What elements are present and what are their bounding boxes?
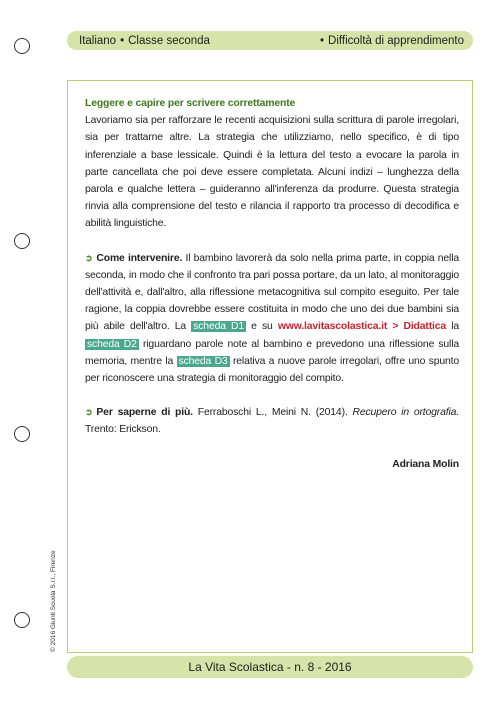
header-subject: Italiano • Classe seconda (79, 34, 210, 47)
copyright-note: © 2016 Giunti Scuola S.r.l., Firenze (50, 550, 57, 652)
arrow-bullet-icon: ➲ (85, 407, 93, 418)
paragraph-method: ➲ Come intervenire. Il bambino lavorerà da solo nella prima parte, in coppia nella seconda, in modo che il confronto tra pari possa portare, da un lato, al monitoraggio dell'attività e, dall'altro, alla riflessione metacognitiva sul compito eseguito. Per tale ragione, la coppia dovrebbe essere costituita in modo che uno dei due bambini sia più abile dell'altro. La scheda D1 e su www.lavitascolastica.it > Didattica la scheda D2 riguardano parole note al bambino e prevedono una riflessione sulla memoria, mentre la scheda D3 relativa a nuove parole irregolari, offre uno spunto per riconoscere una strategia di monitoraggio del compito. (85, 252, 459, 385)
tag-scheda-d1: scheda D1 (193, 321, 244, 333)
article-content (85, 95, 459, 473)
tag-scheda-d2: scheda D2 (87, 338, 137, 350)
binder-hole (14, 612, 30, 628)
binder-hole (14, 38, 30, 54)
author-name: Adriana Molin (392, 458, 459, 470)
header-section: • Difficoltà di apprendimento (320, 34, 464, 47)
paragraph-reference: ➲ Per saperne di più. Ferraboschi L., Meini N. (2014). Recupero in ortografia. Trento: Erickson. (85, 407, 460, 436)
book-title: Recupero in ortografia. (352, 407, 460, 419)
header-bar (67, 31, 473, 50)
tag-scheda-d3: scheda D3 (178, 355, 228, 367)
binder-hole (14, 233, 30, 249)
footer-bar (67, 656, 473, 678)
footer-text: La Vita Scolastica - n. 8 - 2016 (188, 660, 352, 674)
paragraph-intro: Leggere e capire per scrivere correttamente Lavoriamo sia per rafforzare le recenti acquisizioni sulla scrittura di parole irregolari, sia per trattarne altre. La strategia che utilizziamo, nello specifico, è di tipo inferenziale a base lessicale. Quindi è la lettura del testo a evocare la parola in parte cancellata che poi deve essere completata. Alcuni indizi – lunghezza della parola e qualche lettera – guideranno all'inferenza da produrre. Questa strategia rinvia alla comprensione del testo e rilancia il rapporto tra processo di decodifica e abilità linguistiche. (85, 98, 459, 230)
website-link[interactable]: www.lavitascolastica.it > Didattica (277, 321, 447, 333)
section-title: Leggere e capire per scrivere correttamente (85, 98, 296, 109)
binder-hole (14, 426, 30, 442)
arrow-bullet-icon: ➲ (85, 252, 93, 263)
